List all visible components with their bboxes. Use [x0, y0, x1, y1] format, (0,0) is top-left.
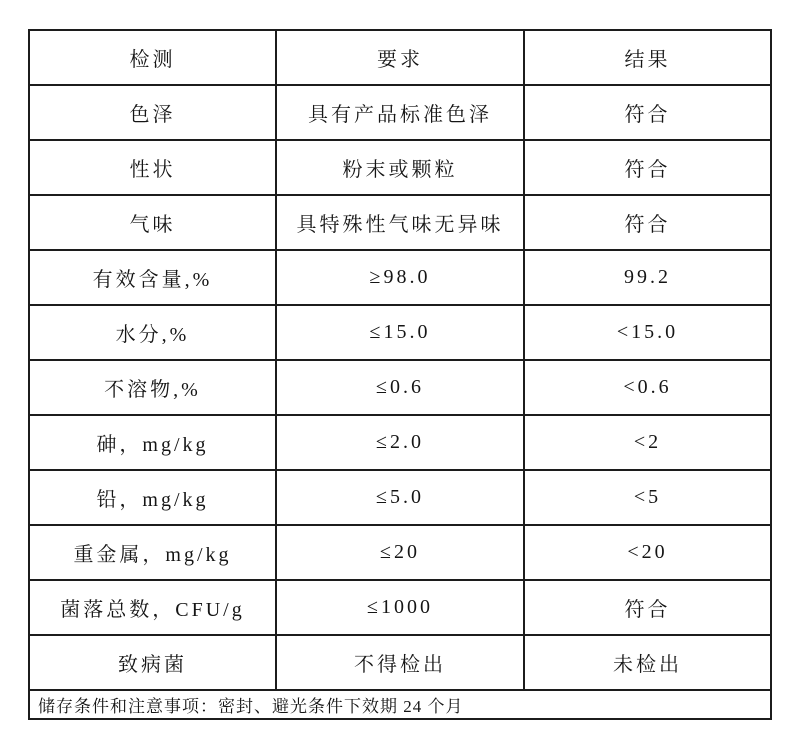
cell-requirement: ≥98.0 [276, 250, 524, 305]
cell-test-name: 菌落总数，CFU/g [29, 580, 276, 635]
cell-test-name: 气味 [29, 195, 276, 250]
column-header-requirement: 要求 [276, 30, 524, 85]
cell-test-name: 有效含量,% [29, 250, 276, 305]
cell-requirement: 具有产品标准色泽 [276, 85, 524, 140]
table-row [29, 470, 771, 525]
column-header-result: 结果 [524, 30, 771, 85]
table-row [29, 635, 771, 690]
table-row [29, 415, 771, 470]
cell-test-name: 色泽 [29, 85, 276, 140]
table-row [29, 580, 771, 635]
cell-requirement: ≤0.6 [276, 360, 524, 415]
cell-requirement: 粉末或颗粒 [276, 140, 524, 195]
cell-result: <15.0 [524, 305, 771, 360]
column-header-test: 检测 [29, 30, 276, 85]
storage-note: 储存条件和注意事项：密封、避光条件下效期 24 个月 [29, 690, 771, 719]
cell-result: <5 [524, 470, 771, 525]
inspection-spec-table [28, 29, 772, 720]
table-row [29, 140, 771, 195]
cell-test-name: 重金属，mg/kg [29, 525, 276, 580]
cell-result: 符合 [524, 195, 771, 250]
table-row [29, 305, 771, 360]
table-row [29, 85, 771, 140]
cell-test-name: 性状 [29, 140, 276, 195]
header-row [29, 30, 771, 85]
cell-test-name: 砷，mg/kg [29, 415, 276, 470]
cell-requirement: ≤15.0 [276, 305, 524, 360]
storage-note-row [29, 690, 771, 719]
cell-test-name: 致病菌 [29, 635, 276, 690]
cell-result: <2 [524, 415, 771, 470]
cell-result: <20 [524, 525, 771, 580]
cell-result: 未检出 [524, 635, 771, 690]
cell-result: 99.2 [524, 250, 771, 305]
cell-result: 符合 [524, 580, 771, 635]
cell-test-name: 水分,% [29, 305, 276, 360]
cell-result: 符合 [524, 85, 771, 140]
cell-requirement: 不得检出 [276, 635, 524, 690]
cell-test-name: 铅，mg/kg [29, 470, 276, 525]
table-row [29, 525, 771, 580]
table-row [29, 360, 771, 415]
cell-requirement: 具特殊性气味无异味 [276, 195, 524, 250]
cell-requirement: ≤5.0 [276, 470, 524, 525]
cell-requirement: ≤2.0 [276, 415, 524, 470]
table-row [29, 195, 771, 250]
cell-result: 符合 [524, 140, 771, 195]
cell-requirement: ≤20 [276, 525, 524, 580]
table-row [29, 250, 771, 305]
cell-requirement: ≤1000 [276, 580, 524, 635]
cell-result: <0.6 [524, 360, 771, 415]
cell-test-name: 不溶物,% [29, 360, 276, 415]
